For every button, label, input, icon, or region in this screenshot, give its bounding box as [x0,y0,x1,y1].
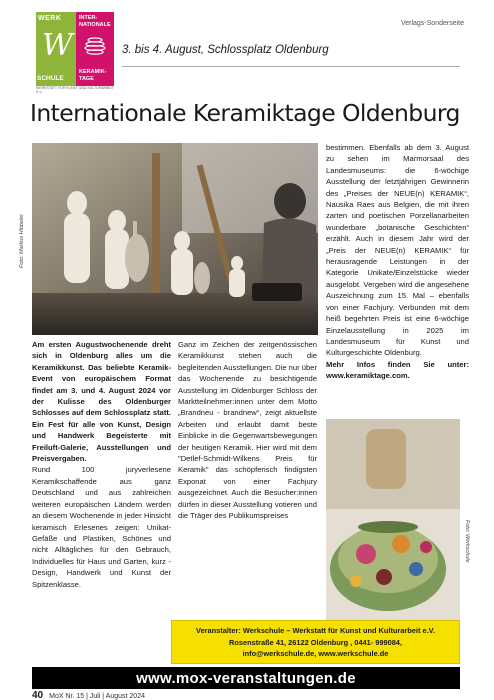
article-col1-body: Rund 100 juryverlesene Keramikschaffende aus ganz Deutschland und aus zahlreichen weiteren europäischen Ländern werden an diesem Wochenende in jeder Hinsicht keramisch Erlesenes zeigen: Unikat-Gefäße und Plastiken, Schönes und nicht Alltägliches für den Gebrauch, Individuelles für Haus und Garten, kurz - Design, Handwerk und Kunst der Spitzenklasse. [32,465,171,589]
organizer-info-box [171,620,460,664]
photo2-credit: Foto: Werkschule [464,520,470,563]
website-url[interactable]: www.mox-veranstaltungen.de [136,669,356,687]
issue-info: MoX Nr. 15 | Juli | August 2024 [49,693,145,700]
event-subtitle: 3. bis 4. August, Schlossplatz Oldenburg [122,44,329,56]
pottery-disc-icon [83,34,107,58]
logo-keramik-label: KERAMIK- TAGE [79,69,107,82]
article-column-1 [32,339,171,590]
ceramic-vase-photo [326,419,460,621]
organizer-address: Rosenstraße 41, 26122 Oldenburg , 0441- 999084, [229,637,402,647]
logo-werkschule-panel [36,12,76,86]
header-divider [122,66,460,67]
article-col2-body: Ganz im Zeichen der zeitgenössischen Keramikkunst stehen auch die begleitenden Ausstellungen. Die nur über das Wochenende zu besichtigende Ausstellung im Oldenburger Schloss der Marktteilnehmer:innen unter dem Motto „Brandneu - brandnew“, zeigt aktuellste Arbeiten und erlaubt damit beste Einblicke in die Gegenwartsbewegungen der heutigen Keramik. Hier wird mit dem "Detlef-Schmidt-Wilkens Preis für Keramik" das schöpferisch findigsten Exponat von einer Fachjury ausgezeichnet. Auch die Besucher:innen dürfen in dieser Ausstellung votieren und die Träger des Publikumspreises [178,340,317,521]
article-column-3 [326,142,469,382]
logo-inter-label: INTER- NATIONALE [79,15,111,28]
organizer-contact[interactable]: info@werkschule.de, www.werkschule.de [242,649,389,658]
section-kicker: Verlags-Sonderseite [400,20,464,27]
website-banner[interactable] [32,667,460,689]
werkschule-logo [36,12,114,86]
article-column-2 [178,339,317,522]
logo-keramiktage-panel [76,12,114,86]
organizer-line: Veranstalter: Werkschule – Werkstatt für Kunst und Kulturarbeit e.V. [196,626,435,635]
logo-schule-label: SCHULE [37,75,64,82]
ceramic-figures-photo [32,143,318,335]
logo-werk-label: WERK [38,15,62,22]
article-col3-body: bestimmen. Ebenfalls ab dem 3. August zu sehen im Marmorsaal des Landesmuseums: die 6-wöchige Ausstellung der letztjährigen Gewinnerin des „Preises der NEUE(n) KERAMIK“, Nausika Raes aus Belgien, die mit ihren zarten und poetischen Porzellanarbeiten wunderbare „botanische Geschichten“ erzählt. Auch in diesem Jahr wird der „Preis der NEUE(n) KERAMIK“ für herausragende Leistungen in der Kategorie Unikate/Einzelstücke wieder ausgelobt. Vergeben wird die angesehene Auszeichnung zum 15. Mal – ebenfalls von einer Fachjury. Verbunden mit dem heiß begehrten Preis ist eine 6-wöchige Einzelausstellung in 2025 im Landesmuseum für Kunst und Kulturgeschichte Oldenburg. [326,143,469,358]
article-lead: Am ersten Augustwochenende dreht sich in Oldenburg alles um die Keramikkunst. Das beliebte Keramik-Event von europäischem Format findet am 3. und 4. August 2024 vor der Kulisse des Oldenburger Schlosses auf dem Schlossplatz statt. Ein Fest für alle von Kunst, Design und Handwerk Begeisterte mit Freiluft-Galerie, Ausstellungen und Preisvergaben. [32,340,171,464]
ceramic-figures-illustration [32,143,318,335]
logo-w-glyph: W [42,28,73,63]
logo-subline: WERKSTATT FÜR KUNST UND KULTURARBEIT E.V. [36,86,114,94]
page-number: 40 [32,690,44,700]
ceramic-vase-illustration [326,419,460,621]
article-headline: Internationale Keramiktage Oldenburg [30,99,460,127]
photo1-credit: Foto: Markus Hibbeler [19,213,25,268]
page-footer [32,690,145,700]
more-info-link[interactable]: Mehr Infos finden Sie unter: www.keramiktage.com. [326,359,469,381]
